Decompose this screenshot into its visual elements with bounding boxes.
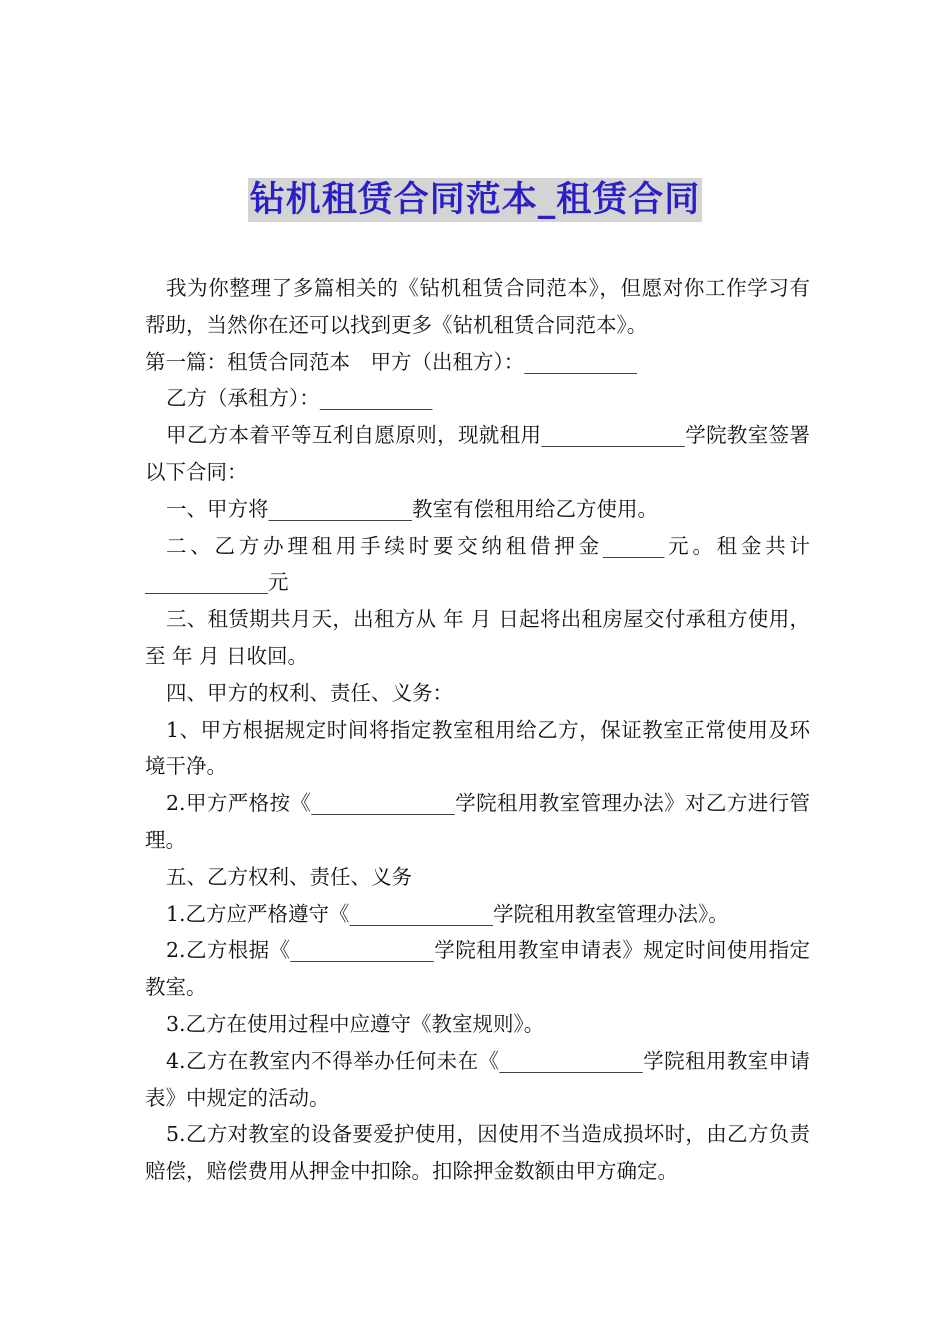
paragraph-section-1-heading: 第一篇：租赁合同范本 甲方（出租方）：___________: [145, 349, 637, 374]
paragraph-clause-2: 二、乙方办理租用手续时要交纳租借押金______元。租金共计____________元: [145, 533, 810, 595]
paragraph-clause-5-item-2: 2.乙方根据《______________学院租用教室申请表》规定时间使用指定教室。: [145, 938, 810, 1000]
document-body: [145, 270, 810, 1190]
paragraph-clause-5-item-1: 1.乙方应严格遵守《______________学院租用教室管理办法》。: [166, 901, 729, 926]
paragraph-clause-1: 一、甲方将______________教室有偿租用给乙方使用。: [166, 496, 658, 521]
paragraph-clause-5-item-4: 4.乙方在教室内不得举办任何未在《______________学院租用教室申请表》中规定的活动。: [145, 1048, 810, 1110]
paragraph-clause-5-heading: 五、乙方权利、责任、义务: [166, 864, 412, 889]
paragraph-agreement: 甲乙方本着平等互利自愿原则，现就租用______________学院教室签署以下合同：: [145, 423, 810, 484]
paragraph-clause-3: 三、租赁期共月天，出租方从 年 月 日起将出租房屋交付承租方使用，至 年 月 日收回。: [145, 607, 810, 668]
document-title: 钻机租赁合同范本_租赁合同: [249, 180, 701, 220]
paragraph-clause-4-item-1: 1、甲方根据规定时间将指定教室租用给乙方，保证教室正常使用及环境干净。: [145, 717, 810, 779]
paragraph-clause-5-item-3: 3.乙方在使用过程中应遵守《教室规则》。: [166, 1011, 545, 1036]
document-title-block: [0, 178, 950, 222]
paragraph-clause-5-item-5: 5.乙方对教室的设备要爱护使用，因使用不当造成损坏时，由乙方负责赔偿，赔偿费用从押金中扣除。扣除押金数额由甲方确定。: [145, 1122, 810, 1184]
paragraph-party-b: 乙方（承租方）：___________: [166, 386, 433, 411]
paragraph-clause-4-heading: 四、甲方的权利、责任、义务：: [166, 680, 453, 705]
paragraph-intro: 我为你整理了多篇相关的《钻机租赁合同范本》，但愿对你工作学习有帮助，当然你在还可以找到更多《钻机租赁合同范本》。: [145, 276, 810, 337]
paragraph-clause-4-item-2: 2.甲方严格按《______________学院租用教室管理办法》对乙方进行管理。: [145, 791, 810, 852]
